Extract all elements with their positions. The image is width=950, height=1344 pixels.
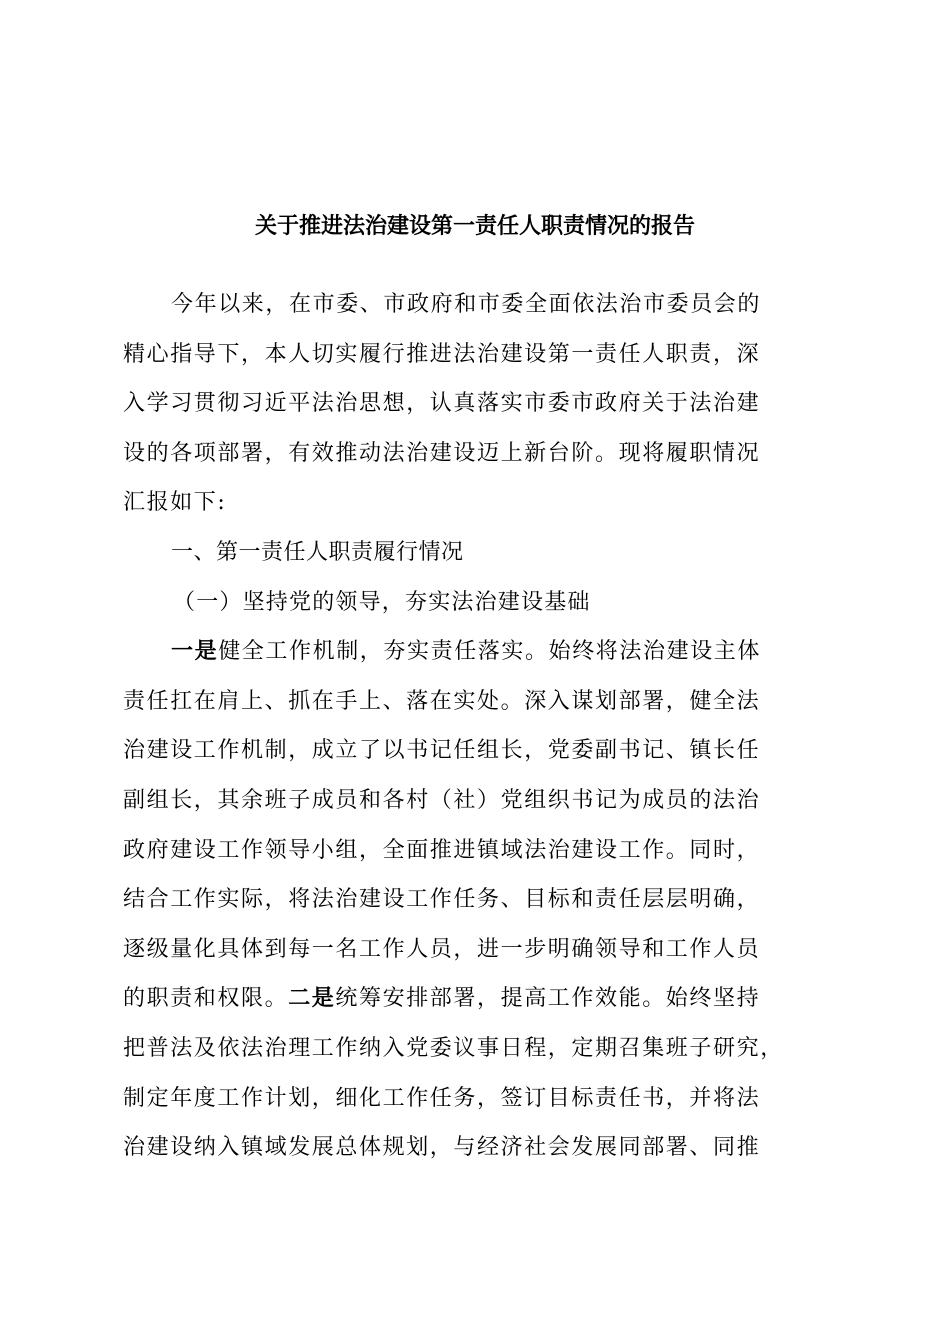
paragraph-line: 把普法及依法治理工作纳入党委议事日程，定期召集班子研究， <box>123 1035 784 1061</box>
intro-line: 今年以来，在市委、市政府和市委全面依法治市委员会的 <box>171 292 762 317</box>
section-heading: 一、第一责任人职责履行情况 <box>171 539 464 565</box>
paragraph-line: 结合工作实际，将法治建设工作任务、目标和责任层层明确， <box>123 887 761 913</box>
document-title: 关于推进法治建设第一责任人职责情况的报告 <box>254 214 695 239</box>
paragraph-line <box>123 627 833 677</box>
paragraph-line: 制定年度工作计划，细化工作任务，签订目标责任书，并将法 <box>123 1085 761 1111</box>
bold-lead-text: 二是 <box>288 986 336 1012</box>
paragraph-line: 政府建设工作领导小组，全面推进镇域法治建设工作。同时， <box>123 837 761 863</box>
intro-line: 设的各项部署，有效推动法治建设迈上新台阶。现将履职情况 <box>123 440 761 466</box>
intro-line: 汇报如下: <box>123 490 227 516</box>
subsection-heading: （一）坚持党的领导，夯实法治建设基础 <box>173 589 591 615</box>
paragraph-line <box>123 974 833 1024</box>
document-body <box>123 280 833 1173</box>
paragraph-line: 逐级量化具体到每一名工作人员，进一步明确领导和工作人员 <box>123 936 761 962</box>
intro-line: 入学习贯彻习近平法治思想，认真落实市委市政府关于法治建 <box>123 391 761 417</box>
paragraph-line: 治建设纳入镇域发展总体规划，与经济社会发展同部署、同推 <box>123 1135 761 1161</box>
paragraph-line: 治建设工作机制，成立了以书记任组长，党委副书记、镇长任 <box>123 738 761 764</box>
paragraph-text: 的职责和权限。 <box>123 986 289 1012</box>
bold-lead-text: 一是 <box>171 639 219 665</box>
paragraph-line: 责任扛在肩上、抓在手上、落在实处。深入谋划部署，健全法 <box>123 688 761 714</box>
paragraph-line: 副组长，其余班子成员和各村（社）党组织书记为成员的法治 <box>123 787 761 813</box>
paragraph-text: 统筹安排部署，提高工作效能。始终坚持 <box>335 986 761 1012</box>
intro-line: 精心指导下，本人切实履行推进法治建设第一责任人职责，深 <box>123 341 761 367</box>
paragraph-text: 健全工作机制，夯实责任落实。始终将法治建设主体 <box>218 639 762 665</box>
